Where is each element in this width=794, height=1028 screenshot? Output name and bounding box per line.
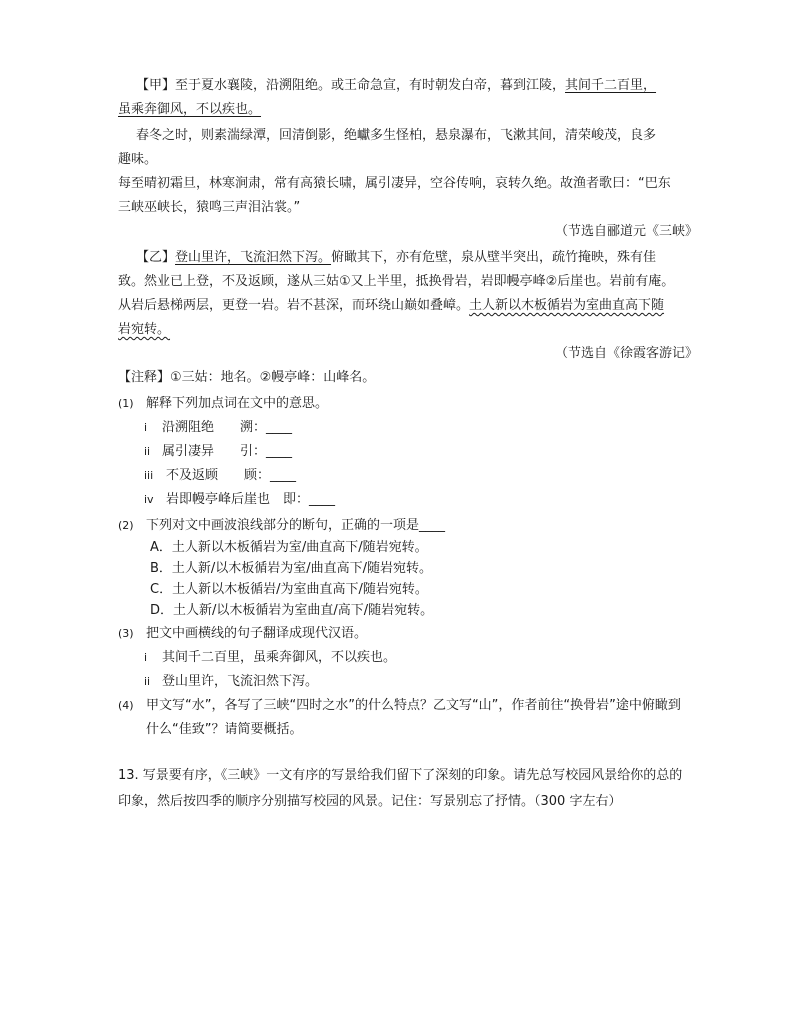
jia-source: （节选自郦道元《三峡》 bbox=[554, 224, 698, 239]
q4-line-2: 什么“佳致”？请简要概括。 bbox=[146, 722, 303, 737]
yi-label: 【乙】 bbox=[136, 250, 176, 265]
yi-line-2: 致。然业已上登，不及返顾，遂从三姑①又上半里，抵换骨岩，岩即幔亭峰②后崖也。岩前有庵。 bbox=[118, 274, 675, 289]
q1-text: 解释下列加点词在文中的意思。 bbox=[146, 396, 329, 411]
q2-option-a: A．土人新以木板循岩为室/曲直高下/随岩宛转。 bbox=[150, 540, 428, 555]
jia-line-2 bbox=[118, 100, 261, 120]
q4-number: (4) bbox=[118, 699, 134, 712]
yi-source: （节选自《徐霞客游记》 bbox=[554, 346, 698, 361]
q1-item-num: iv bbox=[144, 493, 154, 506]
q2-option-b: B．土人新/以木板循岩为室/曲直高下/随岩宛转。 bbox=[150, 561, 433, 576]
annotation-note: 【注释】①三姑：地名。②幔亭峰：山峰名。 bbox=[118, 370, 376, 385]
q3-text: 把文中画横线的句子翻译成现代汉语。 bbox=[146, 626, 368, 641]
jia-line-6: 三峡巫峡长，猿鸣三声泪沾裳。” bbox=[118, 200, 301, 215]
q1-item: 沿溯阻绝 溯：____ bbox=[162, 420, 293, 435]
yi-underlined-sentence: 登山里许，飞流汩然下泻。 bbox=[175, 250, 332, 265]
q1-item-num: i bbox=[144, 421, 148, 434]
q1-item-num: ii bbox=[144, 445, 151, 458]
q3-item-num: ii bbox=[144, 675, 151, 688]
q1-item: 属引凄异 引：____ bbox=[162, 444, 293, 459]
q1-item-num: iii bbox=[144, 469, 154, 482]
q2-option-d: D．土人新/以木板循岩为室曲直/高下/随岩宛转。 bbox=[150, 603, 434, 618]
yi-line-3-text: 从岩后悬梯两层，更登一岩。岩不甚深，而环绕山巅如叠嶂。 bbox=[118, 298, 470, 313]
yi-line-1-rest: 俯瞰其下，亦有危壁，泉从壁半突出，疏竹掩映，殊有佳 bbox=[331, 250, 657, 265]
q13-line-2: 印象，然后按四季的顺序分别描写校园的风景。记住：写景别忘了抒情。（300 字左右） bbox=[118, 794, 622, 809]
q2-option-c: C．土人新以木板循岩/为室曲直高下/随岩宛转。 bbox=[150, 582, 428, 597]
q1-item: 岩即幔亭峰后崖也 即：____ bbox=[166, 492, 336, 507]
q3-item: 登山里许，飞流汩然下泻。 bbox=[162, 674, 319, 689]
jia-underlined-sentence-part2: 虽乘奔御风，不以疾也。 bbox=[118, 102, 262, 117]
q3-number: (3) bbox=[118, 627, 134, 640]
q3-item: 其间千二百里，虽乘奔御风，不以疾也。 bbox=[162, 650, 397, 665]
q1-item: 不及返顾 顾：____ bbox=[166, 468, 297, 483]
jia-line-4: 趣味。 bbox=[118, 152, 158, 167]
yi-wavy-sentence-part1: 土人新以木板循岩为室曲直高下随 bbox=[469, 298, 665, 313]
yi-line-4 bbox=[118, 320, 170, 340]
q13-line-1: 13. 写景要有序，《三峡》一文有序的写景给我们留下了深刻的印象。请先总写校园风景给你的总的 bbox=[118, 768, 683, 783]
q1-number: (1) bbox=[118, 397, 134, 410]
jia-line-1-text: 【甲】至于夏水襄陵，沿溯阻绝。或王命急宣，有时朝发白帝，暮到江陵， bbox=[136, 78, 566, 93]
q4-line-1: 甲文写“水”，各写了三峡“四时之水”的什么特点？乙文写“山”，作者前往“换骨岩”途中俯瞰到 bbox=[146, 698, 681, 713]
yi-wavy-sentence-part2: 岩宛转。 bbox=[118, 322, 171, 337]
jia-underlined-sentence-part1: 其间千二百里， bbox=[565, 78, 657, 93]
yi-line-1 bbox=[136, 248, 656, 268]
q3-item-num: i bbox=[144, 651, 148, 664]
q2-text: 下列对文中画波浪线部分的断句，正确的一项是____ bbox=[146, 518, 446, 533]
q2-number: (2) bbox=[118, 519, 134, 532]
jia-line-5: 每至晴初霜旦，林寒涧肃，常有高猿长啸，属引凄异，空谷传响，哀转久绝。故渔者歌曰：“巴东 bbox=[118, 176, 671, 191]
yi-line-3 bbox=[118, 296, 664, 316]
jia-line-1 bbox=[136, 76, 656, 96]
jia-line-3: 春冬之时，则素湍绿潭，回清倒影，绝巘多生怪柏，悬泉瀑布，飞漱其间，清荣峻茂，良多 bbox=[136, 128, 657, 143]
